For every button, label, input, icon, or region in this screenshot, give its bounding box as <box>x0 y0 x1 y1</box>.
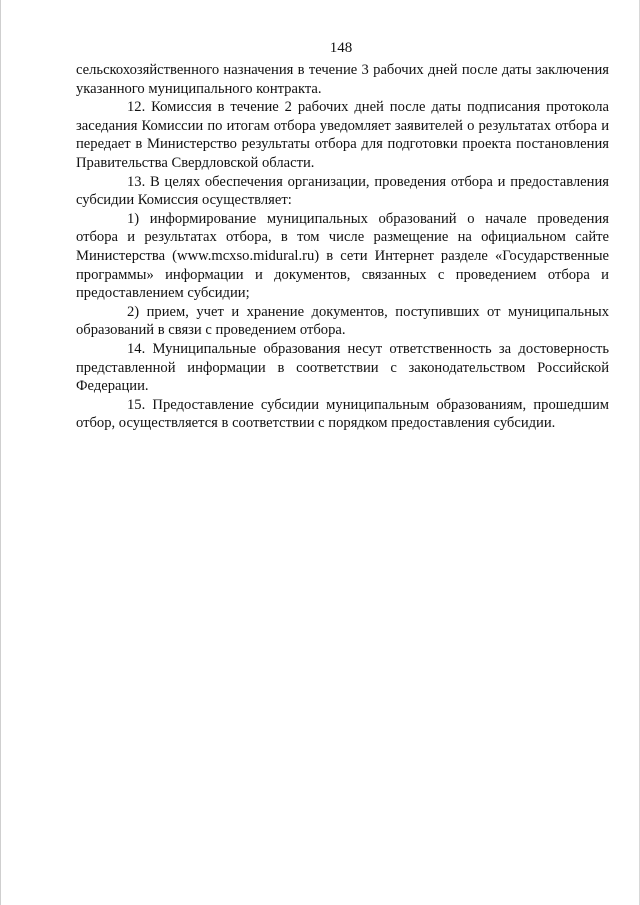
paragraph-13: 13. В целях обеспечения организации, проведения отбора и предоставления субсидии Комиссия осуществляет: <box>76 173 609 209</box>
paragraph-continuation: сельскохозяйственного назначения в течение 3 рабочих дней после даты заключения указанного муниципального контракта. <box>76 62 609 97</box>
document-body <box>76 61 609 433</box>
paragraph-13-item-2: 2) прием, учет и хранение документов, поступивших от муниципальных образований в связи с проведением отбора. <box>76 303 609 339</box>
paragraph-13-item-1: 1) информирование муниципальных образований о начале проведения отбора и результатах отбора, в том числе размещение на официальном сайте Министерства (www.mcxso.midural.ru) в сети Интернет разделе «Государственные программы» информации и документов, связанных с проведением отбора и предоставлением субсидии; <box>76 210 609 302</box>
paragraph-12: 12. Комиссия в течение 2 рабочих дней после даты подписания протокола заседания Комиссии по итогам отбора уведомляет заявителей о результатах отбора и передает в Министерство результаты отбора для подготовки проекта постановления Правительства Свердловской области. <box>76 99 609 171</box>
paragraph-14: 14. Муниципальные образования несут ответственность за достоверность представленной информации в соответствии с законодательством Российской Федерации. <box>76 340 609 395</box>
paragraph-15: 15. Предоставление субсидии муниципальным образованиям, прошедшим отбор, осуществляется в соответствии с порядком предоставления субсидии. <box>76 396 609 432</box>
page-number: 148 <box>329 40 353 56</box>
